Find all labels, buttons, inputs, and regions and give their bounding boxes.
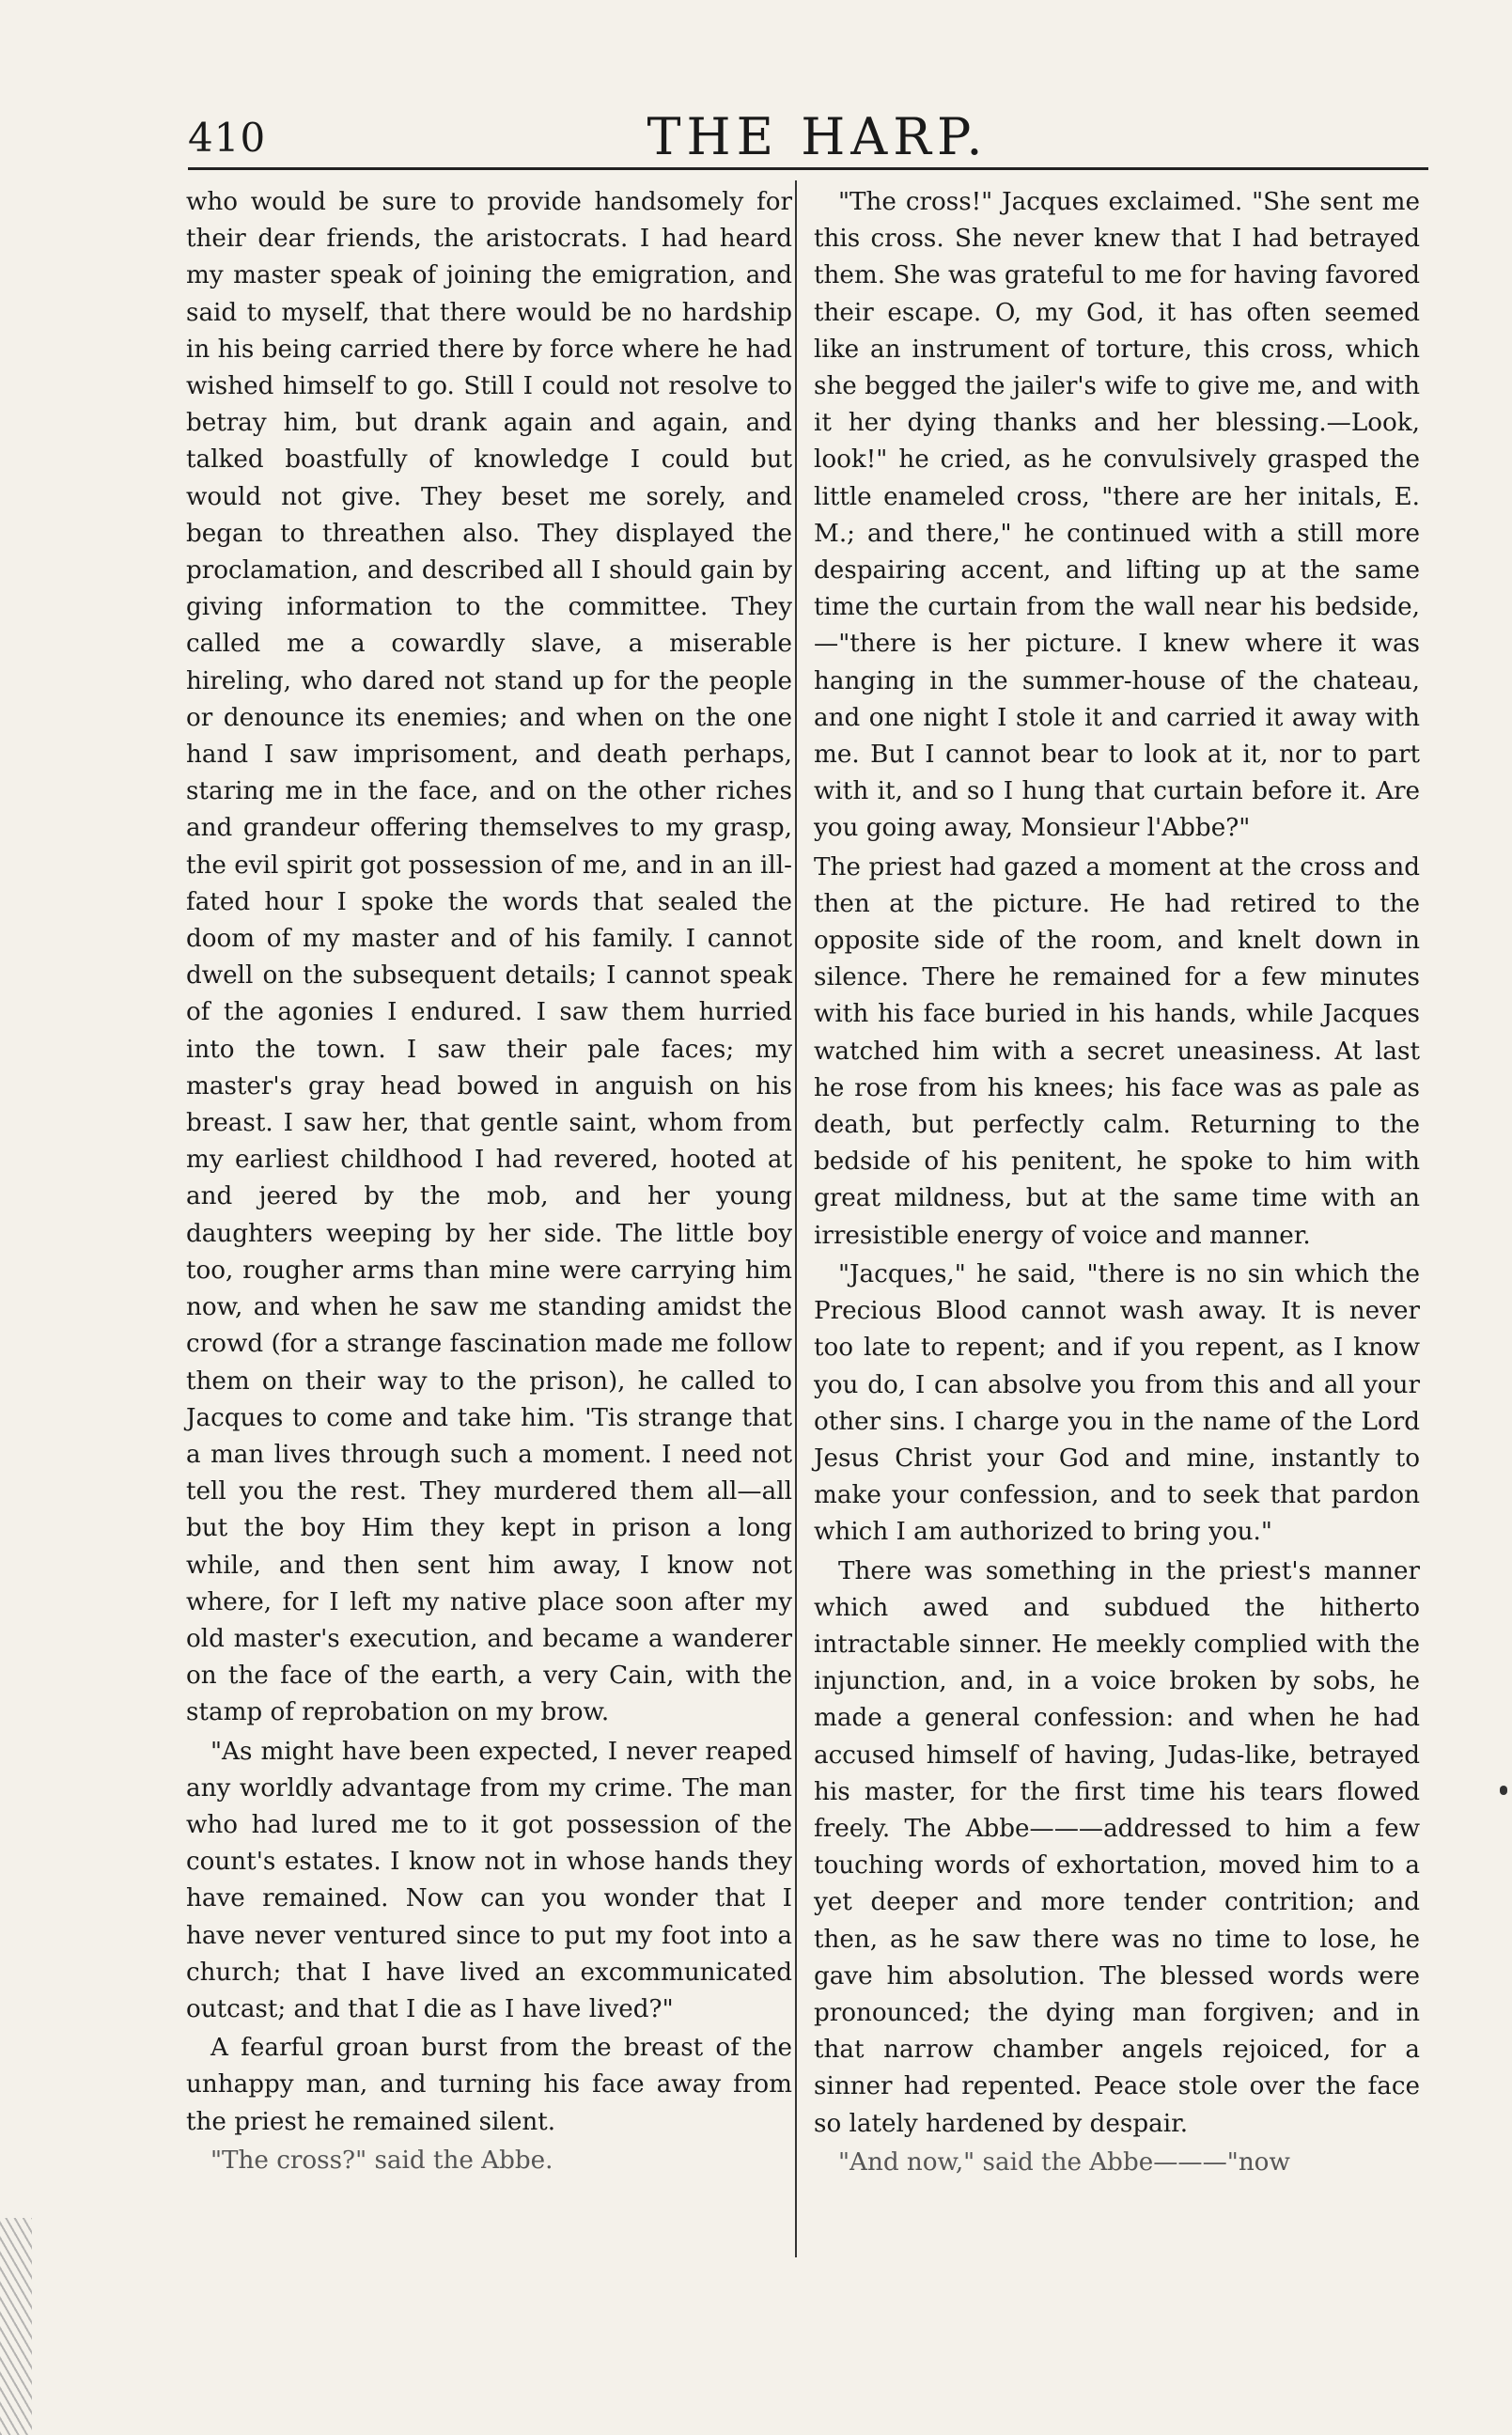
paragraph: A fearful groan burst from the breast of the unhappy man, and turning his face away from the priest he remained silent.: [186, 2034, 792, 2136]
paragraph: "The cross?" said the Abbe.: [210, 2146, 553, 2175]
ink-speck: [1500, 1786, 1507, 1795]
paragraph: The priest had gazed a moment at the cross and then at the picture. He had retired to the opposite side of the room, and knelt down in silence. There he remained for a few minutes with his face buried in his hands, while Jacques watched him with a secret uneasiness. At last he rose from his knees; his face was as pale as death, but perfectly calm. Returning to the bedside of his penitent, he spoke to him with great mildness, but at the same time with an irresistible energy of voice and manner.: [814, 852, 1420, 1250]
paragraph: "Jacques," he said, "there is no sin which the Precious Blood cannot wash away. It is never too late to repent; and if you repent, as I know you do, I can absolve you from this and all your other sins. I charge you in the name of the Lord Jesus Christ your God and mine, instantly to make your confession, and to seek that pardon which I am authorized to bring you.": [814, 1259, 1420, 1547]
right-column: [814, 184, 1420, 2181]
paragraph: "The cross!" Jacques exclaimed. "She sent me this cross. She never knew that I had betrayed them. She was grateful to me for having favored their escape. O, my God, it has often seemed like an instrument of torture, this cross, which she begged the jailer's wife to give me, and with it her dying thanks and her blessing.—Look, look!" he cried, as he convulsively grasped the little enameled cross, "there are her initals, E. M.; and there," he continued with a still more despairing accent, and lifting up at the same time the curtain from the wall near his bedside,—"there is her picture. I knew where it was hanging in the summer-house of the chateau, and one night I stole it and carried it away with me. But I cannot bear to look at it, nor to part with it, and so I hung that curtain before it. Are you going away, Monsieur l'Abbe?": [814, 188, 1420, 843]
paragraph: who would be sure to provide handsomely for their dear friends, the aristocrats. I had heard my master speak of joining the emigration, and said to myself, that there would be no hardship in his being carried there by force where he had wished himself to go. Still I could not resolve to betray him, but drank again and again, and talked boastfully of knowledge I could but would not give. They beset me sorely, and began to threathen also. They displayed the proclamation, and described all I should gain by giving information to the committee. They called me a cowardly slave, a miserable hireling, who dared not stand up for the people or denounce its enemies; and when on the one hand I saw imprisoment, and death perhaps, staring me in the face, and on the other riches and grandeur offering themselves to my grasp, the evil spirit got possession of me, and in an ill-fated hour I spoke the words that sealed the doom of my master and of his family. I cannot dwell on the subsequent details; I cannot speak of the agonies I endured. I saw them hurried into the town. I saw their pale faces; my master's gray head bowed in anguish on his breast. I saw her, that gentle saint, whom from my earliest childhood I had revered, hooted at and jeered by the mob, and her young daughters weeping by her side. The little boy too, rougher arms than mine were carrying him now, and when he saw me standing amidst the crowd (for a strange fascination made me follow them on their way to the prison), he called to Jacques to come and take him. 'Tis strange that a man lives through such a moment. I need not tell you the rest. They murdered them all—all but the boy Him they kept in prison a long while, and then sent him away, I know not where, for I left my native place soon after my old master's execution, and became a wanderer on the face of the earth, a very Cain, with the stamp of reprobation on my brow.: [186, 188, 792, 1727]
paragraph: "As might have been expected, I never reaped any worldly advantage from my crime. The man who had lured me to it got possession of the count's estates. I know not in whose hands they have remained. Now can you wonder that I have never ventured since to put my foot into a church; that I have lived an excommunicated outcast; and that I die as I have lived?": [186, 1737, 792, 2023]
header-rule: [188, 167, 1428, 170]
journal-title: THE HARP.: [647, 107, 989, 166]
binding-edge-mark: [0, 2218, 32, 2435]
page-number: 410: [188, 115, 267, 161]
column-divider: [795, 180, 797, 2257]
left-column: [186, 184, 792, 2179]
paragraph: There was something in the priest's manner which awed and subdued the hitherto intractable sinner. He meekly complied with the injunction, and, in a voice broken by sobs, he made a general confession: and when he had accused himself of having, Judas-like, betrayed his master, for the first time his tears flowed freely. The Abbe———addressed to him a few touching words of exhortation, moved him to a yet deeper and more tender contrition; and then, as he saw there was no time to lose, he gave him absolution. The blessed words were pronounced; the dying man forgiven; and in that narrow chamber angels rejoiced, for a sinner had repented. Peace stole over the face so lately hardened by despair.: [814, 1556, 1420, 2138]
paragraph: "And now," said the Abbe———"now: [838, 2147, 1290, 2177]
page-header: [188, 101, 1447, 167]
